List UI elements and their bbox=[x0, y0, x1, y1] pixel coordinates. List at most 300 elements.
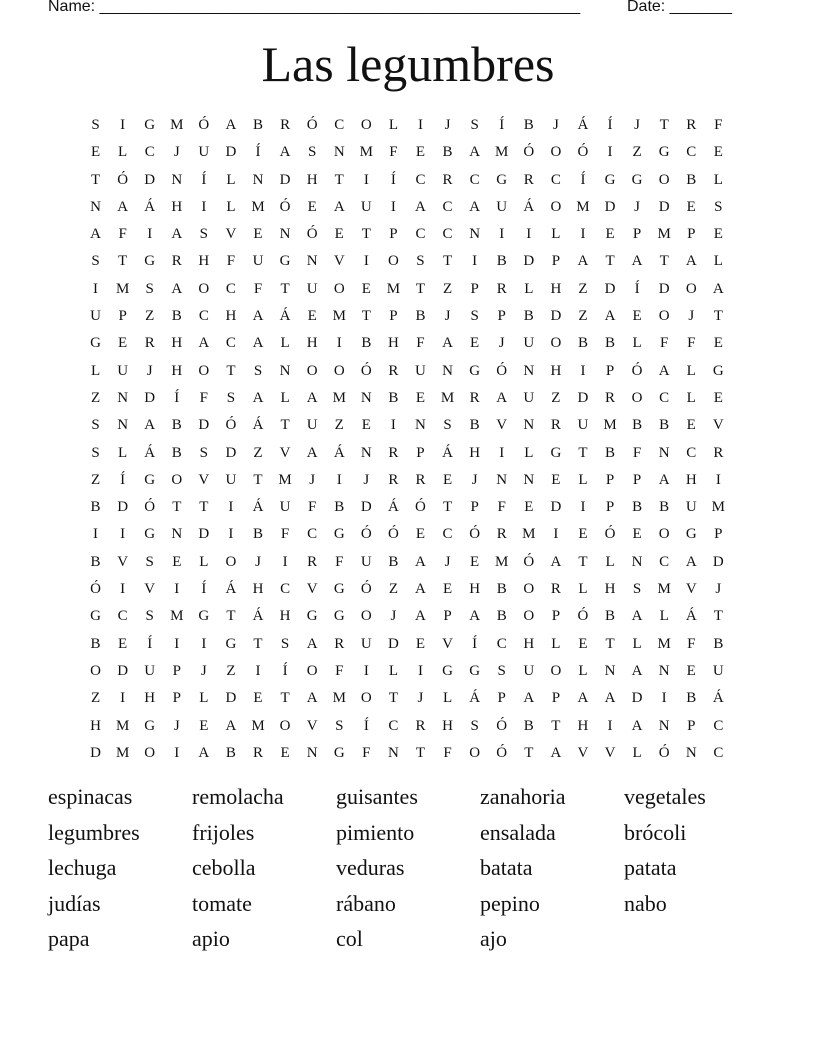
word-list-item: nabo bbox=[624, 890, 667, 916]
grid-letter: P bbox=[551, 253, 561, 270]
grid-letter: D bbox=[550, 308, 562, 325]
grid-letter: M bbox=[359, 144, 373, 161]
grid-row bbox=[82, 549, 732, 576]
grid-letter: I bbox=[363, 662, 369, 679]
grid-letter: Í bbox=[174, 389, 180, 406]
grid-letter: G bbox=[658, 144, 670, 161]
grid-letter: A bbox=[415, 608, 426, 625]
grid-letter: S bbox=[199, 444, 209, 461]
grid-letter: U bbox=[360, 198, 372, 215]
grid-letter: Ó bbox=[415, 499, 426, 516]
grid-letter: Z bbox=[90, 690, 101, 707]
grid-letter: Ó bbox=[144, 499, 156, 516]
grid-letter: C bbox=[280, 581, 291, 598]
grid-letter: C bbox=[334, 117, 345, 133]
grid-letter: J bbox=[363, 471, 370, 488]
grid-letter: Ó bbox=[469, 526, 481, 543]
grid-letter: U bbox=[90, 308, 101, 325]
grid-letter: S bbox=[91, 444, 100, 461]
grid-letter: A bbox=[523, 690, 535, 707]
grid-letter: O bbox=[658, 526, 670, 543]
grid-letter: A bbox=[306, 690, 318, 707]
grid-letter: F bbox=[226, 253, 236, 270]
grid-letter: Ó bbox=[90, 581, 101, 598]
grid-letter: S bbox=[632, 581, 642, 598]
grid-letter: A bbox=[198, 335, 210, 352]
grid-letter: V bbox=[685, 581, 697, 598]
grid-letter: Z bbox=[145, 308, 155, 325]
grid-letter: P bbox=[389, 308, 398, 325]
grid-letter: A bbox=[685, 253, 697, 270]
grid-letter: T bbox=[713, 308, 723, 325]
grid-letter: L bbox=[280, 389, 290, 406]
grid-letter: N bbox=[415, 417, 426, 434]
grid-letter: T bbox=[415, 280, 426, 297]
grid-letter: L bbox=[226, 171, 236, 188]
grid-letter: B bbox=[523, 717, 534, 734]
grid-letter: V bbox=[225, 226, 237, 243]
grid-letter: Z bbox=[632, 144, 642, 161]
grid-letter: O bbox=[306, 362, 318, 379]
grid-letter: E bbox=[280, 744, 290, 761]
word-list-item: papa bbox=[48, 926, 90, 952]
grid-letter: Ó bbox=[360, 526, 372, 543]
grid-letter: N bbox=[117, 389, 129, 406]
grid-letter: A bbox=[631, 662, 643, 679]
grid-letter: J bbox=[173, 144, 180, 161]
grid-letter: T bbox=[442, 253, 453, 270]
word-list-item: legumbres bbox=[48, 819, 140, 845]
word-list bbox=[48, 782, 788, 960]
grid-letter: A bbox=[279, 144, 291, 161]
grid-letter: O bbox=[387, 253, 399, 270]
grid-letter: E bbox=[632, 308, 642, 325]
grid-letter: Í bbox=[607, 117, 613, 133]
grid-letter: E bbox=[524, 499, 534, 516]
grid-letter: G bbox=[469, 362, 481, 379]
grid-letter: P bbox=[172, 690, 181, 707]
grid-letter: G bbox=[144, 526, 156, 543]
grid-letter: J bbox=[444, 308, 451, 325]
grid-letter: E bbox=[713, 389, 723, 406]
grid-letter: A bbox=[225, 717, 237, 734]
grid-letter: M bbox=[251, 717, 265, 734]
grid-letter: P bbox=[605, 499, 615, 516]
grid-letter: I bbox=[336, 335, 342, 352]
grid-letter: P bbox=[389, 226, 398, 243]
grid-letter: G bbox=[144, 117, 156, 133]
grid-letter: E bbox=[551, 471, 561, 488]
header bbox=[48, 0, 748, 18]
grid-letter: O bbox=[333, 362, 345, 379]
grid-letter: N bbox=[360, 444, 372, 461]
grid-letter: T bbox=[713, 608, 723, 625]
grid-letter: Ó bbox=[198, 117, 210, 133]
grid-letter: B bbox=[469, 417, 480, 434]
grid-letter: R bbox=[550, 581, 561, 598]
grid-letter: G bbox=[631, 171, 643, 188]
grid-row bbox=[82, 221, 732, 248]
grid-letter: Á bbox=[252, 499, 264, 516]
grid-letter: Á bbox=[712, 690, 724, 707]
grid-letter: R bbox=[496, 280, 507, 297]
grid-letter: L bbox=[388, 662, 398, 679]
grid-letter: I bbox=[417, 117, 423, 133]
grid-letter: O bbox=[550, 662, 562, 679]
grid-letter: I bbox=[120, 117, 126, 133]
grid-letter: I bbox=[120, 581, 126, 598]
grid-letter: N bbox=[442, 362, 453, 379]
grid-letter: E bbox=[253, 226, 263, 243]
grid-letter: I bbox=[120, 690, 126, 707]
grid-letter: I bbox=[282, 553, 288, 570]
grid-letter: G bbox=[225, 635, 237, 652]
grid-letter: L bbox=[578, 471, 588, 488]
grid-letter: G bbox=[712, 362, 724, 379]
grid-letter: A bbox=[252, 389, 264, 406]
grid-letter: E bbox=[632, 526, 642, 543]
grid-letter: F bbox=[307, 499, 317, 516]
grid-letter: D bbox=[117, 662, 129, 679]
grid-letter: E bbox=[118, 335, 128, 352]
grid-letter: J bbox=[255, 553, 261, 570]
grid-letter: N bbox=[523, 471, 535, 488]
grid-letter: D bbox=[117, 499, 129, 516]
grid-letter: R bbox=[415, 717, 426, 734]
grid-letter: E bbox=[361, 280, 371, 297]
grid-letter: V bbox=[496, 417, 508, 434]
grid-letter: A bbox=[252, 335, 264, 352]
grid-letter: A bbox=[117, 198, 129, 215]
grid-letter: T bbox=[659, 117, 669, 133]
grid-letter: A bbox=[252, 308, 264, 325]
grid-letter: M bbox=[440, 389, 455, 406]
grid-letter: D bbox=[550, 499, 562, 516]
grid-letter: P bbox=[605, 471, 615, 488]
grid-letter: C bbox=[415, 171, 426, 188]
grid-letter: Á bbox=[577, 117, 589, 133]
grid-letter: M bbox=[657, 581, 671, 598]
grid-letter: C bbox=[659, 389, 670, 406]
word-list-item: pepino bbox=[480, 890, 540, 916]
grid-letter: L bbox=[578, 662, 588, 679]
grid-row bbox=[82, 248, 732, 275]
grid-letter: D bbox=[225, 690, 237, 707]
word-list-item: cebolla bbox=[192, 855, 256, 881]
grid-letter: Í bbox=[282, 662, 288, 679]
grid-letter: Á bbox=[333, 444, 345, 461]
grid-letter: T bbox=[199, 499, 209, 516]
grid-letter: A bbox=[631, 253, 643, 270]
grid-letter: E bbox=[415, 389, 426, 406]
grid-letter: B bbox=[253, 526, 264, 543]
grid-letter: Ó bbox=[360, 581, 372, 598]
grid-letter: R bbox=[388, 362, 399, 379]
word-list-item: espinacas bbox=[48, 784, 133, 809]
grid-letter: L bbox=[659, 608, 669, 625]
grid-letter: T bbox=[226, 608, 236, 625]
word-list-item: zanahoria bbox=[480, 784, 566, 809]
grid-letter: I bbox=[607, 717, 613, 734]
grid-letter: F bbox=[362, 744, 371, 761]
grid-letter: V bbox=[712, 417, 724, 434]
grid-letter: Ó bbox=[306, 117, 318, 133]
grid-letter: B bbox=[225, 744, 236, 761]
grid-letter: M bbox=[170, 608, 184, 625]
grid-letter: B bbox=[334, 499, 345, 516]
grid-letter: J bbox=[634, 117, 641, 133]
grid-letter: A bbox=[631, 608, 643, 625]
grid-letter: B bbox=[171, 444, 182, 461]
grid-letter: F bbox=[714, 117, 723, 133]
grid-letter: Á bbox=[225, 581, 237, 598]
grid-letter: A bbox=[631, 717, 643, 734]
grid-letter: J bbox=[471, 471, 478, 488]
grid-letter: A bbox=[225, 117, 237, 133]
grid-letter: F bbox=[687, 335, 696, 352]
grid-letter: T bbox=[90, 171, 101, 188]
grid-letter: I bbox=[174, 744, 180, 761]
grid-letter: R bbox=[442, 171, 453, 188]
grid-letter: V bbox=[279, 444, 291, 461]
grid-letter: T bbox=[280, 690, 290, 707]
grid-letter: G bbox=[144, 717, 156, 734]
grid-letter: U bbox=[306, 280, 318, 297]
word-list-item: guisantes bbox=[336, 784, 418, 809]
grid-letter: Z bbox=[253, 444, 263, 461]
grid-letter: A bbox=[90, 226, 101, 243]
grid-letter: S bbox=[145, 608, 154, 625]
grid-row bbox=[82, 494, 732, 521]
grid-letter: Ó bbox=[279, 198, 291, 215]
grid-letter: S bbox=[335, 717, 344, 734]
grid-letter: E bbox=[605, 226, 615, 243]
grid-letter: V bbox=[306, 717, 318, 734]
grid-letter: T bbox=[172, 499, 182, 516]
grid-letter: A bbox=[306, 444, 318, 461]
grid-letter: G bbox=[306, 608, 318, 625]
grid-letter: A bbox=[604, 690, 616, 707]
grid-letter: L bbox=[442, 690, 453, 707]
grid-row bbox=[82, 740, 732, 767]
grid-letter: Á bbox=[523, 198, 535, 215]
grid-row bbox=[82, 303, 732, 330]
grid-letter: H bbox=[90, 717, 101, 734]
grid-letter: Á bbox=[252, 608, 264, 625]
grid-letter: T bbox=[659, 253, 669, 270]
grid-letter: P bbox=[172, 662, 181, 679]
grid-letter: Ó bbox=[577, 144, 589, 161]
grid-letter: T bbox=[280, 280, 290, 297]
grid-letter: V bbox=[577, 744, 589, 761]
grid-letter: T bbox=[442, 499, 453, 516]
grid-letter: U bbox=[360, 553, 372, 570]
grid-row bbox=[82, 576, 732, 603]
word-list-item: rábano bbox=[336, 890, 396, 916]
grid-letter: O bbox=[333, 280, 345, 297]
grid-letter: L bbox=[90, 362, 101, 379]
word-list-item: lechuga bbox=[48, 855, 117, 881]
grid-letter: B bbox=[632, 499, 643, 516]
grid-row bbox=[82, 167, 732, 194]
grid-letter: B bbox=[713, 635, 724, 652]
grid-letter: I bbox=[580, 226, 586, 243]
grid-letter: B bbox=[496, 581, 507, 598]
grid-letter: E bbox=[470, 335, 480, 352]
grid-letter: M bbox=[603, 417, 617, 434]
grid-letter: S bbox=[253, 362, 263, 379]
grid-letter: E bbox=[713, 226, 723, 243]
grid-letter: Ó bbox=[387, 526, 399, 543]
grid-letter: E bbox=[578, 526, 588, 543]
grid-letter: Í bbox=[499, 117, 505, 133]
grid-letter: D bbox=[279, 171, 291, 188]
grid-letter: I bbox=[174, 635, 180, 652]
grid-letter: C bbox=[550, 171, 561, 188]
grid-letter: R bbox=[144, 335, 155, 352]
grid-letter: I bbox=[255, 662, 261, 679]
grid-letter: D bbox=[225, 144, 237, 161]
grid-letter: C bbox=[198, 308, 209, 325]
grid-letter: B bbox=[632, 417, 643, 434]
grid-letter: O bbox=[306, 662, 318, 679]
grid-letter: A bbox=[198, 744, 210, 761]
grid-letter: O bbox=[550, 144, 562, 161]
grid-letter: S bbox=[91, 117, 100, 133]
grid-letter: F bbox=[389, 144, 398, 161]
grid-letter: J bbox=[498, 335, 505, 352]
grid-letter: C bbox=[713, 744, 724, 761]
grid-letter: T bbox=[551, 717, 561, 734]
grid-letter: I bbox=[93, 526, 99, 543]
grid-letter: C bbox=[686, 144, 697, 161]
grid-letter: M bbox=[332, 308, 346, 325]
grid-letter: Z bbox=[90, 471, 101, 488]
grid-letter: H bbox=[469, 444, 481, 461]
grid-letter: P bbox=[551, 690, 561, 707]
grid-letter: E bbox=[415, 635, 426, 652]
grid-letter: B bbox=[361, 335, 372, 352]
date-field-label: Date: _______ bbox=[627, 0, 732, 15]
grid-letter: D bbox=[144, 171, 156, 188]
grid-letter: A bbox=[469, 608, 481, 625]
grid-letter: A bbox=[712, 280, 724, 297]
grid-letter: N bbox=[469, 226, 481, 243]
grid-letter: Í bbox=[580, 171, 586, 188]
grid-letter: H bbox=[685, 471, 697, 488]
grid-letter: H bbox=[279, 608, 291, 625]
grid-letter: Ó bbox=[631, 362, 643, 379]
grid-letter: O bbox=[360, 690, 372, 707]
grid-letter: U bbox=[712, 662, 724, 679]
grid-letter: P bbox=[687, 717, 696, 734]
grid-letter: F bbox=[416, 335, 425, 352]
word-list-item: frijoles bbox=[192, 819, 255, 845]
grid-letter: O bbox=[360, 608, 372, 625]
grid-letter: M bbox=[657, 226, 671, 243]
grid-letter: G bbox=[496, 171, 508, 188]
grid-letter: Á bbox=[685, 608, 697, 625]
grid-letter: U bbox=[252, 253, 264, 270]
grid-letter: D bbox=[604, 198, 616, 215]
grid-letter: C bbox=[659, 553, 670, 570]
grid-letter: Ó bbox=[496, 744, 508, 761]
grid-letter: T bbox=[334, 171, 344, 188]
grid-letter: J bbox=[715, 581, 722, 598]
grid-letter: S bbox=[145, 280, 154, 297]
grid-letter: U bbox=[577, 417, 589, 434]
grid-letter: D bbox=[712, 553, 724, 570]
grid-letter: A bbox=[171, 226, 183, 243]
grid-letter: F bbox=[335, 662, 344, 679]
grid-letter: P bbox=[497, 690, 506, 707]
grid-letter: D bbox=[360, 499, 372, 516]
grid-letter: J bbox=[390, 608, 397, 625]
grid-letter: N bbox=[604, 662, 616, 679]
grid-letter: A bbox=[604, 308, 616, 325]
grid-letter: O bbox=[198, 280, 210, 297]
grid-letter: F bbox=[199, 389, 209, 406]
grid-letter: N bbox=[171, 171, 183, 188]
grid-letter: L bbox=[388, 117, 398, 133]
grid-letter: H bbox=[171, 362, 183, 379]
grid-letter: Í bbox=[255, 144, 261, 161]
grid-letter: B bbox=[523, 117, 534, 133]
grid-letter: G bbox=[442, 662, 453, 679]
grid-letter: R bbox=[523, 171, 534, 188]
grid-letter: Z bbox=[578, 280, 588, 297]
grid-letter: Á bbox=[144, 444, 156, 461]
grid-letter: I bbox=[201, 198, 207, 215]
grid-letter: B bbox=[659, 499, 670, 516]
grid-letter: P bbox=[497, 308, 506, 325]
grid-letter: G bbox=[90, 608, 101, 625]
grid-letter: J bbox=[146, 362, 153, 379]
grid-letter: T bbox=[605, 253, 615, 270]
grid-letter: P bbox=[605, 362, 615, 379]
grid-letter: Ó bbox=[306, 226, 318, 243]
page-title: Las legumbres bbox=[261, 36, 555, 92]
grid-letter: D bbox=[604, 280, 616, 297]
grid-letter: A bbox=[658, 362, 670, 379]
grid-letter: H bbox=[523, 635, 535, 652]
grid-letter: I bbox=[417, 662, 423, 679]
grid-letter: R bbox=[686, 117, 697, 133]
grid-letter: I bbox=[715, 471, 721, 488]
grid-letter: M bbox=[115, 717, 130, 734]
grid-letter: G bbox=[90, 335, 101, 352]
grid-letter: C bbox=[307, 526, 318, 543]
grid-letter: A bbox=[415, 198, 426, 215]
grid-letter: B bbox=[171, 308, 182, 325]
grid-letter: Z bbox=[226, 662, 236, 679]
grid-letter: E bbox=[578, 635, 588, 652]
grid-letter: Ó bbox=[658, 744, 670, 761]
grid-letter: A bbox=[415, 581, 426, 598]
word-list-item: ensalada bbox=[480, 819, 556, 845]
grid-letter: D bbox=[631, 690, 643, 707]
grid-letter: Í bbox=[120, 471, 126, 488]
grid-letter: E bbox=[686, 417, 696, 434]
grid-letter: U bbox=[523, 662, 535, 679]
grid-letter: U bbox=[685, 499, 697, 516]
grid-letter: U bbox=[279, 499, 291, 516]
grid-letter: E bbox=[415, 526, 426, 543]
grid-letter: H bbox=[252, 581, 264, 598]
grid-row bbox=[82, 385, 732, 412]
grid-letter: S bbox=[416, 253, 425, 270]
grid-letter: E bbox=[334, 226, 344, 243]
